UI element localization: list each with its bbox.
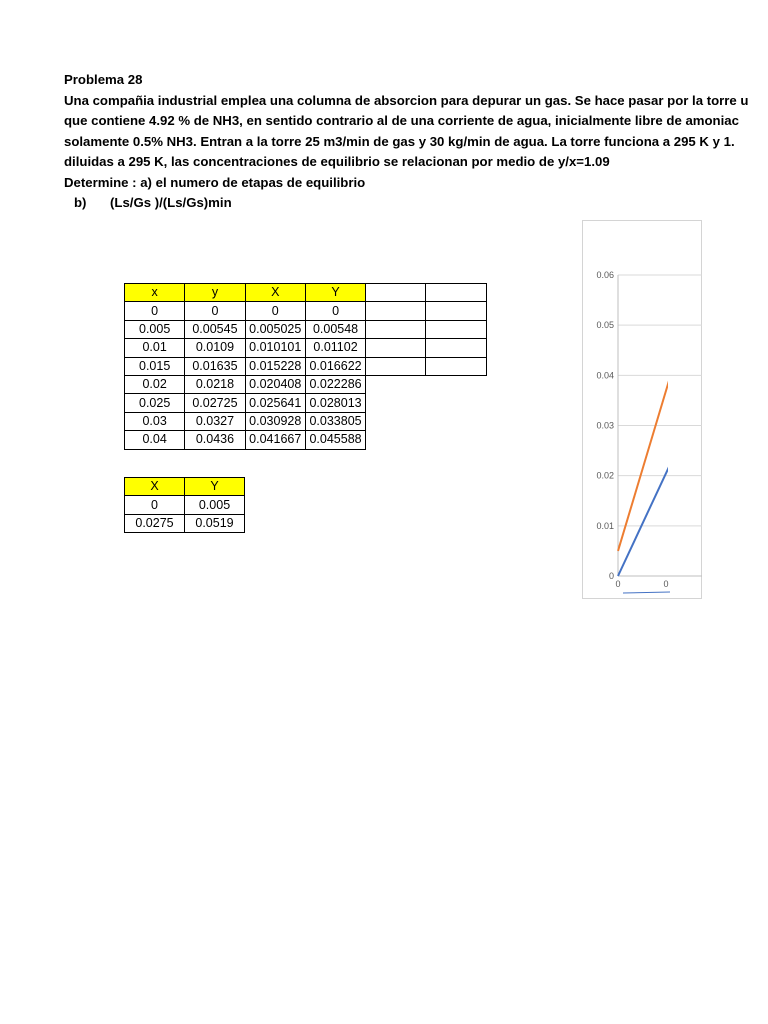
- table-cell-empty[interactable]: [366, 357, 426, 375]
- problem-line-2: que contiene 4.92 % de NH3, en sentido contrario al de una corriente de agua, inicialmente libre de amoniac: [64, 113, 739, 128]
- problem-line-1: Una compañia industrial emplea una columna de absorcion para depurar un gas. Se hace pasar por la torre u: [64, 92, 749, 108]
- table-cell[interactable]: 0: [125, 302, 185, 320]
- table-cell[interactable]: 0.030928: [245, 412, 305, 430]
- series-line-2: [618, 347, 725, 576]
- table-cell[interactable]: 0: [125, 496, 185, 514]
- x-tick-label: 0: [615, 579, 621, 589]
- table-cell-empty[interactable]: [366, 339, 426, 357]
- table-cell[interactable]: 0.01635: [185, 357, 245, 375]
- table-cell[interactable]: 0.0275: [125, 514, 185, 532]
- part-b-label: b): [74, 195, 87, 210]
- table-cell[interactable]: 0.02725: [185, 394, 245, 412]
- y-tick-label: 0.01: [596, 520, 614, 531]
- table-cell[interactable]: 0.015: [125, 357, 185, 375]
- header-cell-Y[interactable]: Y: [185, 478, 245, 496]
- problem-line-4: diluidas a 295 K, las concentraciones de equilibrio se relacionan por medio de y/x=1.09: [64, 154, 610, 169]
- table-cell[interactable]: 0.016622: [305, 357, 365, 375]
- part-b-text: (Ls/Gs )/(Ls/Gs)min: [110, 195, 232, 210]
- table-cell[interactable]: 0.005: [125, 320, 185, 338]
- header-cell-x[interactable]: x: [125, 284, 185, 302]
- table-cell[interactable]: 0.01102: [305, 339, 365, 357]
- table-cell[interactable]: 0.033805: [305, 412, 365, 430]
- table-cell[interactable]: 0.0519: [185, 514, 245, 532]
- y-tick-label: 0: [608, 571, 614, 581]
- scrollbar-mark: [623, 592, 670, 593]
- table-cell[interactable]: 0.03: [125, 412, 185, 430]
- table-header-row: [125, 478, 245, 496]
- table-cell[interactable]: 0: [305, 302, 365, 320]
- table-cell[interactable]: 0.0327: [185, 412, 245, 430]
- table-cell-empty[interactable]: [426, 302, 486, 320]
- table-cell[interactable]: 0: [245, 302, 305, 320]
- table-row: [125, 302, 487, 320]
- table-cell[interactable]: 0.041667: [245, 431, 305, 449]
- table-header-row: [125, 284, 487, 302]
- table-cell[interactable]: 0.00545: [185, 320, 245, 338]
- y-tick-label: 0.02: [596, 470, 614, 481]
- equilibrium-table: [124, 283, 487, 450]
- table-cell-empty[interactable]: [426, 357, 486, 375]
- table-row: [125, 431, 487, 449]
- header-cell-Y[interactable]: Y: [305, 284, 365, 302]
- table-cell[interactable]: 0.01: [125, 339, 185, 357]
- table-cell-empty[interactable]: [426, 339, 486, 357]
- table-cell[interactable]: 0: [185, 302, 245, 320]
- table-row: [125, 357, 487, 375]
- table-row: [125, 412, 487, 430]
- table-cell[interactable]: 0.020408: [245, 375, 305, 393]
- table-cell[interactable]: 0.005025: [245, 320, 305, 338]
- table-cell[interactable]: 0.00548: [305, 320, 365, 338]
- problem-statement: [64, 70, 749, 214]
- table-cell[interactable]: 0.005: [185, 496, 245, 514]
- table-cell[interactable]: 0.022286: [305, 375, 365, 393]
- table-cell[interactable]: 0.010101: [245, 339, 305, 357]
- table-cell[interactable]: 0.025: [125, 394, 185, 412]
- problem-line-3: solamente 0.5% NH3. Entran a la torre 25 m3/min de gas y 30 kg/min de agua. La torre funciona a 295 K y 1.: [64, 133, 735, 149]
- y-tick-label: 0.05: [596, 320, 614, 331]
- table-cell[interactable]: 0.0218: [185, 375, 245, 393]
- table-cell[interactable]: 0.0436: [185, 431, 245, 449]
- table-cell[interactable]: 0.028013: [305, 394, 365, 412]
- header-cell-empty-2[interactable]: [426, 284, 486, 302]
- table-row: [125, 339, 487, 357]
- table-row: [125, 496, 245, 514]
- series-line-1: [618, 316, 689, 551]
- table-cell[interactable]: 0.025641: [245, 394, 305, 412]
- table-row: [125, 394, 487, 412]
- table-cell-empty[interactable]: [366, 320, 426, 338]
- y-tick-label: 0.06: [596, 270, 614, 280]
- line-chart[interactable]: [582, 220, 702, 599]
- table-cell[interactable]: 0.045588: [305, 431, 365, 449]
- table-cell[interactable]: 0.04: [125, 431, 185, 449]
- table-cell-empty[interactable]: [426, 320, 486, 338]
- table-cell[interactable]: 0.015228: [245, 357, 305, 375]
- problem-title: Problema 28: [64, 72, 143, 87]
- determine-line: Determine : a) el numero de etapas de equilibrio: [64, 174, 366, 190]
- header-cell-X[interactable]: X: [125, 478, 185, 496]
- header-cell-empty-1[interactable]: [366, 284, 426, 302]
- y-tick-label: 0.04: [596, 370, 614, 381]
- operating-line-table: [124, 477, 245, 533]
- table-cell-empty[interactable]: [366, 302, 426, 320]
- table-cell[interactable]: 0.0109: [185, 339, 245, 357]
- part-b-line: [64, 193, 704, 214]
- x-tick-label: 0: [663, 579, 669, 589]
- header-cell-y[interactable]: y: [185, 284, 245, 302]
- table-row: [125, 320, 487, 338]
- table-cell[interactable]: 0.02: [125, 375, 185, 393]
- table-row: [125, 375, 487, 393]
- header-cell-X[interactable]: X: [245, 284, 305, 302]
- table-row: [125, 514, 245, 532]
- y-tick-label: 0.03: [596, 420, 614, 431]
